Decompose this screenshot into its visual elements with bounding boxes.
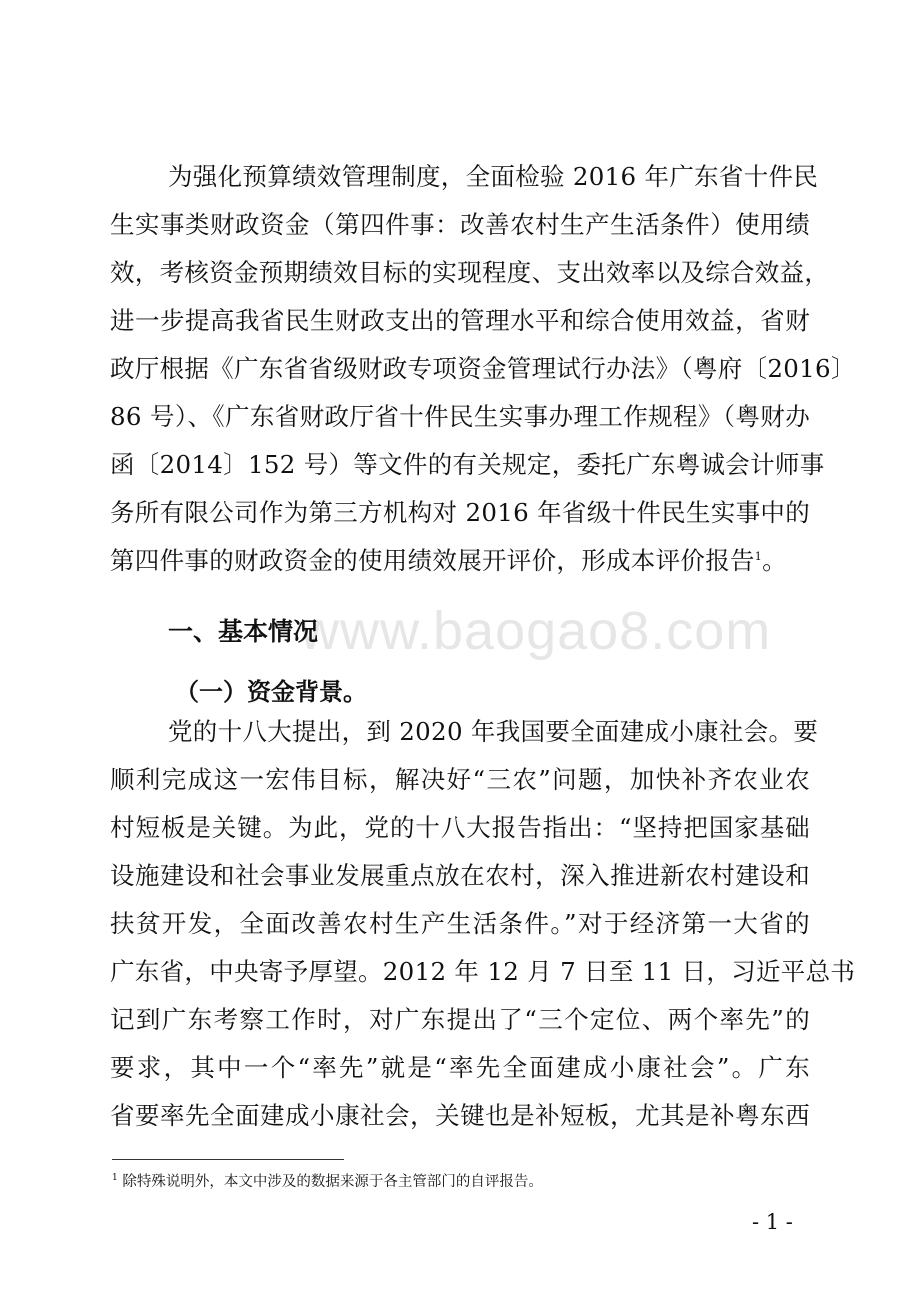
text-line: 要求，其中一个“率先”就是“率先全面建成小康社会”。广东 xyxy=(110,1053,810,1082)
text-line: 效，考核资金预期绩效目标的实现程度、支出效率以及综合效益， xyxy=(110,258,830,287)
text-line-content: 第四件事的财政资金的使用绩效展开评价，形成本评价报告 xyxy=(110,546,755,575)
text-line: 务所有限公司作为第三方机构对 2016 年省级十件民生实事中的 xyxy=(110,498,810,527)
text-line: 函〔2014〕152 号）等文件的有关规定，委托广东粤诚会计师事 xyxy=(110,450,825,479)
page-number: - 1 - xyxy=(752,1210,793,1234)
footnote-separator xyxy=(112,1159,344,1160)
text-line: 生实事类财政资金（第四件事：改善农村生产生活条件）使用绩 xyxy=(110,210,810,239)
footnote-text: 除特殊说明外，本文中涉及的数据来源于各主管部门的自评报告。 xyxy=(122,1173,543,1190)
footnote-marker: 1 xyxy=(112,1173,118,1183)
text-line: 进一步提高我省民生财政支出的管理水平和综合使用效益，省财 xyxy=(110,306,810,335)
watermark: www.baogao8.com xyxy=(300,601,772,661)
text-line-last xyxy=(110,545,810,577)
subsection-heading: （一）资金背景。 xyxy=(175,678,367,706)
text-line: 顺利完成这一宏伟目标，解决好“三农”问题，加快补齐农业农 xyxy=(110,765,810,794)
text-line: 记到广东考察工作时，对广东提出了“三个定位、两个率先”的 xyxy=(110,1005,810,1034)
text-line: 党的十八大提出，到 2020 年我国要全面建成小康社会。要 xyxy=(168,717,819,746)
text-line: 扶贫开发，全面改善农村生产生活条件。”对于经济第一大省的 xyxy=(110,909,810,938)
text-line: 设施建设和社会事业发展重点放在农村，深入推进新农村建设和 xyxy=(110,861,810,890)
text-line: 为强化预算绩效管理制度，全面检验 2016 年广东省十件民 xyxy=(168,162,819,191)
text-line: 政厅根据《广东省省级财政专项资金管理试行办法》（粤府〔2016〕 xyxy=(110,354,856,383)
text-line-end: 。 xyxy=(762,546,787,575)
footnote xyxy=(112,1168,543,1192)
section-heading: 一、基本情况 xyxy=(168,617,319,646)
footnote-reference[interactable]: 1 xyxy=(754,549,763,563)
text-line: 广东省，中央寄予厚望。2012 年 12 月 7 日至 11 日，习近平总书 xyxy=(110,957,856,986)
text-line: 村短板是关键。为此，党的十八大报告指出：“坚持把国家基础 xyxy=(110,813,810,842)
text-line: 省要率先全面建成小康社会，关键也是补短板，尤其是补粤东西 xyxy=(110,1101,810,1130)
text-line: 86 号）、《广东省财政厅省十件民生实事办理工作规程》（粤财办 xyxy=(110,402,810,431)
